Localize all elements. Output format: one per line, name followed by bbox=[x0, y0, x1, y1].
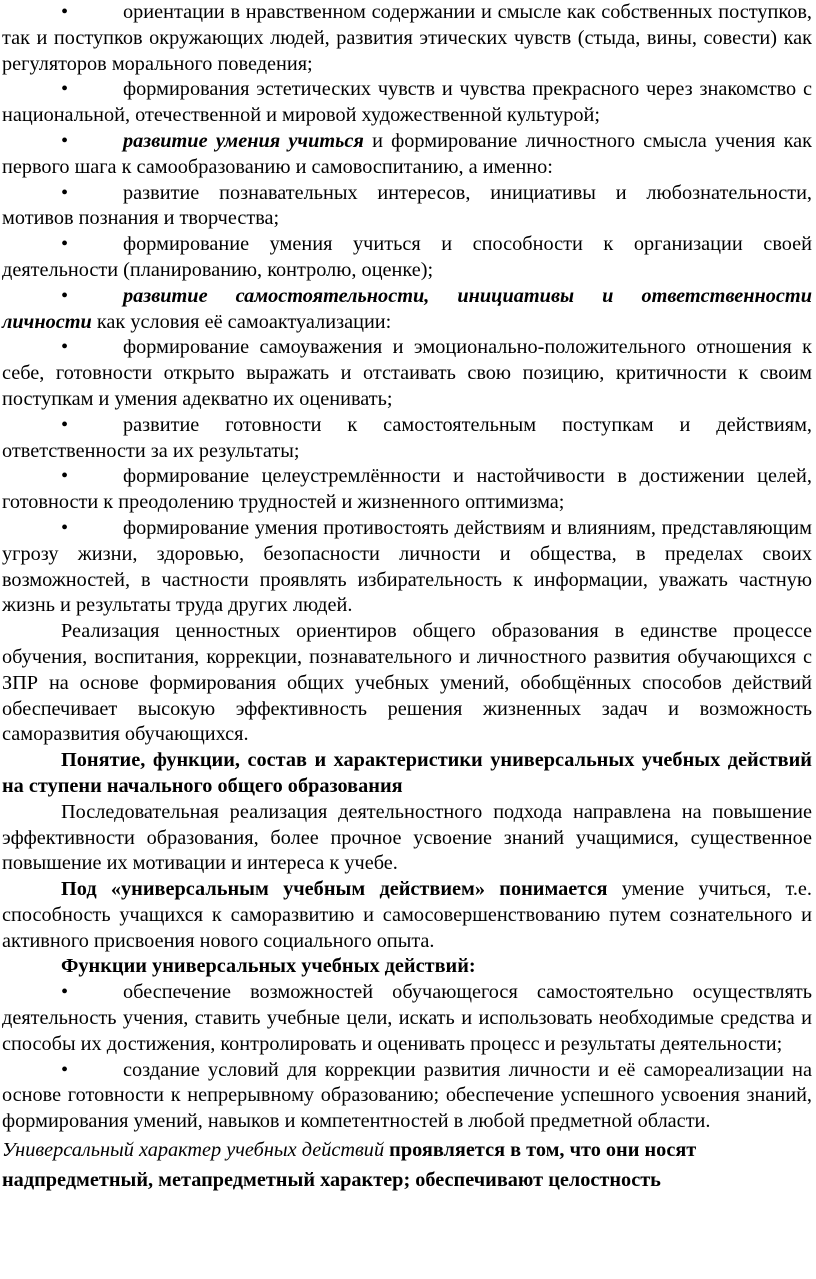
bullet-item: • развитие умения учиться и формирование личностного смысла учения как первого шага к самообразованию и самовоспитанию, а именно: bbox=[2, 129, 812, 178]
section-heading: Понятие, функции, состав и характеристики универсальных учебных действий на ступени начального общего образования bbox=[2, 749, 812, 797]
bullet-icon: • bbox=[61, 284, 69, 307]
bullet-item: • создание условий для коррекции развития личности и её самореализации на основе готовности к непрерывному образованию; обеспечение успешного усвоения знаний, формирования умений, навыков и компетентностей в любой предметной области. bbox=[2, 1058, 812, 1133]
bullet-icon: • bbox=[61, 465, 69, 488]
bullet-icon: • bbox=[61, 129, 69, 152]
bullet-icon: • bbox=[61, 981, 69, 1004]
paragraph: Последовательная реализация деятельностного подхода направлена на повышение эффективности образования, более прочное усвоение знаний учащимися, существенное повышение их мотивации и интереса к учебе. bbox=[2, 800, 812, 875]
bullet-icon: • bbox=[61, 233, 69, 256]
bullet-item: • формирование умения противостоять действиям и влияниям, представляющим угрозу жизни, здоровью, безопасности личности и общества, в пределах своих возможностей, в частности проявлять избирательность к информации, уважать частную жизнь и результаты труда других людей. bbox=[2, 516, 812, 617]
definition-term: Под «универсальным учебным действием» понимается bbox=[61, 878, 608, 901]
bullet-item: • развитие самостоятельности, инициативы и ответственности личности как условия её самоактуализации: bbox=[2, 284, 812, 333]
bullet-item: • формирование самоуважения и эмоционально-положительного отношения к себе, готовности открыто выражать и отстаивать свою позицию, критичности к своим поступкам и умения адекватно их оценивать; bbox=[2, 336, 812, 410]
emphasis-text: развитие самостоятельности, инициативы и ответственности личности bbox=[2, 284, 812, 333]
section-heading: Функции универсальных учебных действий: bbox=[61, 955, 476, 978]
bullet-item: • формирования эстетических чувств и чувства прекрасного через знакомство с национальной, отечественной и мировой художественной культурой; bbox=[2, 78, 812, 127]
bullet-icon: • bbox=[61, 516, 69, 539]
bullet-item: • формирование умения учиться и способности к организации своей деятельности (планированию, контролю, оценке); bbox=[2, 233, 812, 281]
bullet-item: • обеспечение возможностей обучающегося самостоятельно осуществлять деятельность учения, ставить учебные цели, искать и использовать необходимые средства и способы их достижения, контролировать и оценивать процесс и результаты деятельности; bbox=[2, 981, 812, 1055]
emphasis-text: Универсальный характер учебных действий bbox=[2, 1139, 385, 1162]
bullet-icon: • bbox=[61, 1, 69, 23]
bullet-item: • формирование целеустремлённости и настойчивости в достижении целей, готовности к преодолению трудностей и жизненного оптимизма; bbox=[2, 465, 812, 514]
bullet-icon: • bbox=[61, 336, 69, 359]
bullet-item: • развитие познавательных интересов, инициативы и любознательности, мотивов познания и творчества; bbox=[2, 181, 812, 230]
bullet-icon: • bbox=[61, 78, 69, 101]
bullet-item: • развитие готовности к самостоятельным поступкам и действиям, ответственности за их результаты; bbox=[2, 413, 812, 462]
paragraph: Реализация ценностных ориентиров общего образования в единстве процессе обучения, воспитания, коррекции, познавательного и личностного развития обучающихся с ЗПР на основе формирования общих учебных умений, обобщённых способов действий обеспечивает высокую эффективность решения жизненных задач и возможность саморазвития обучающихся. bbox=[2, 620, 812, 746]
closing-paragraph: Универсальный характер учебных действий проявляется в том, что они носят надпредметный, метапредметный характер; обеспечивают целостность bbox=[2, 1139, 697, 1192]
bullet-icon: • bbox=[61, 181, 69, 204]
bullet-icon: • bbox=[61, 1058, 69, 1081]
bullet-icon: • bbox=[61, 413, 69, 436]
emphasis-text: развитие умения учиться bbox=[123, 129, 364, 152]
paragraph: Под «универсальным учебным действием» понимается умение учиться, т.е. способность учащихся к саморазвитию и самосовершенствованию путем сознательного и активного присвоения нового социального опыта. bbox=[2, 878, 812, 952]
bullet-item: • ориентации в нравственном содержании и смысле как собственных поступков, так и поступков окружающих людей, развития этических чувств (стыда, вины, совести) как регуляторов морального поведения; bbox=[2, 1, 812, 75]
